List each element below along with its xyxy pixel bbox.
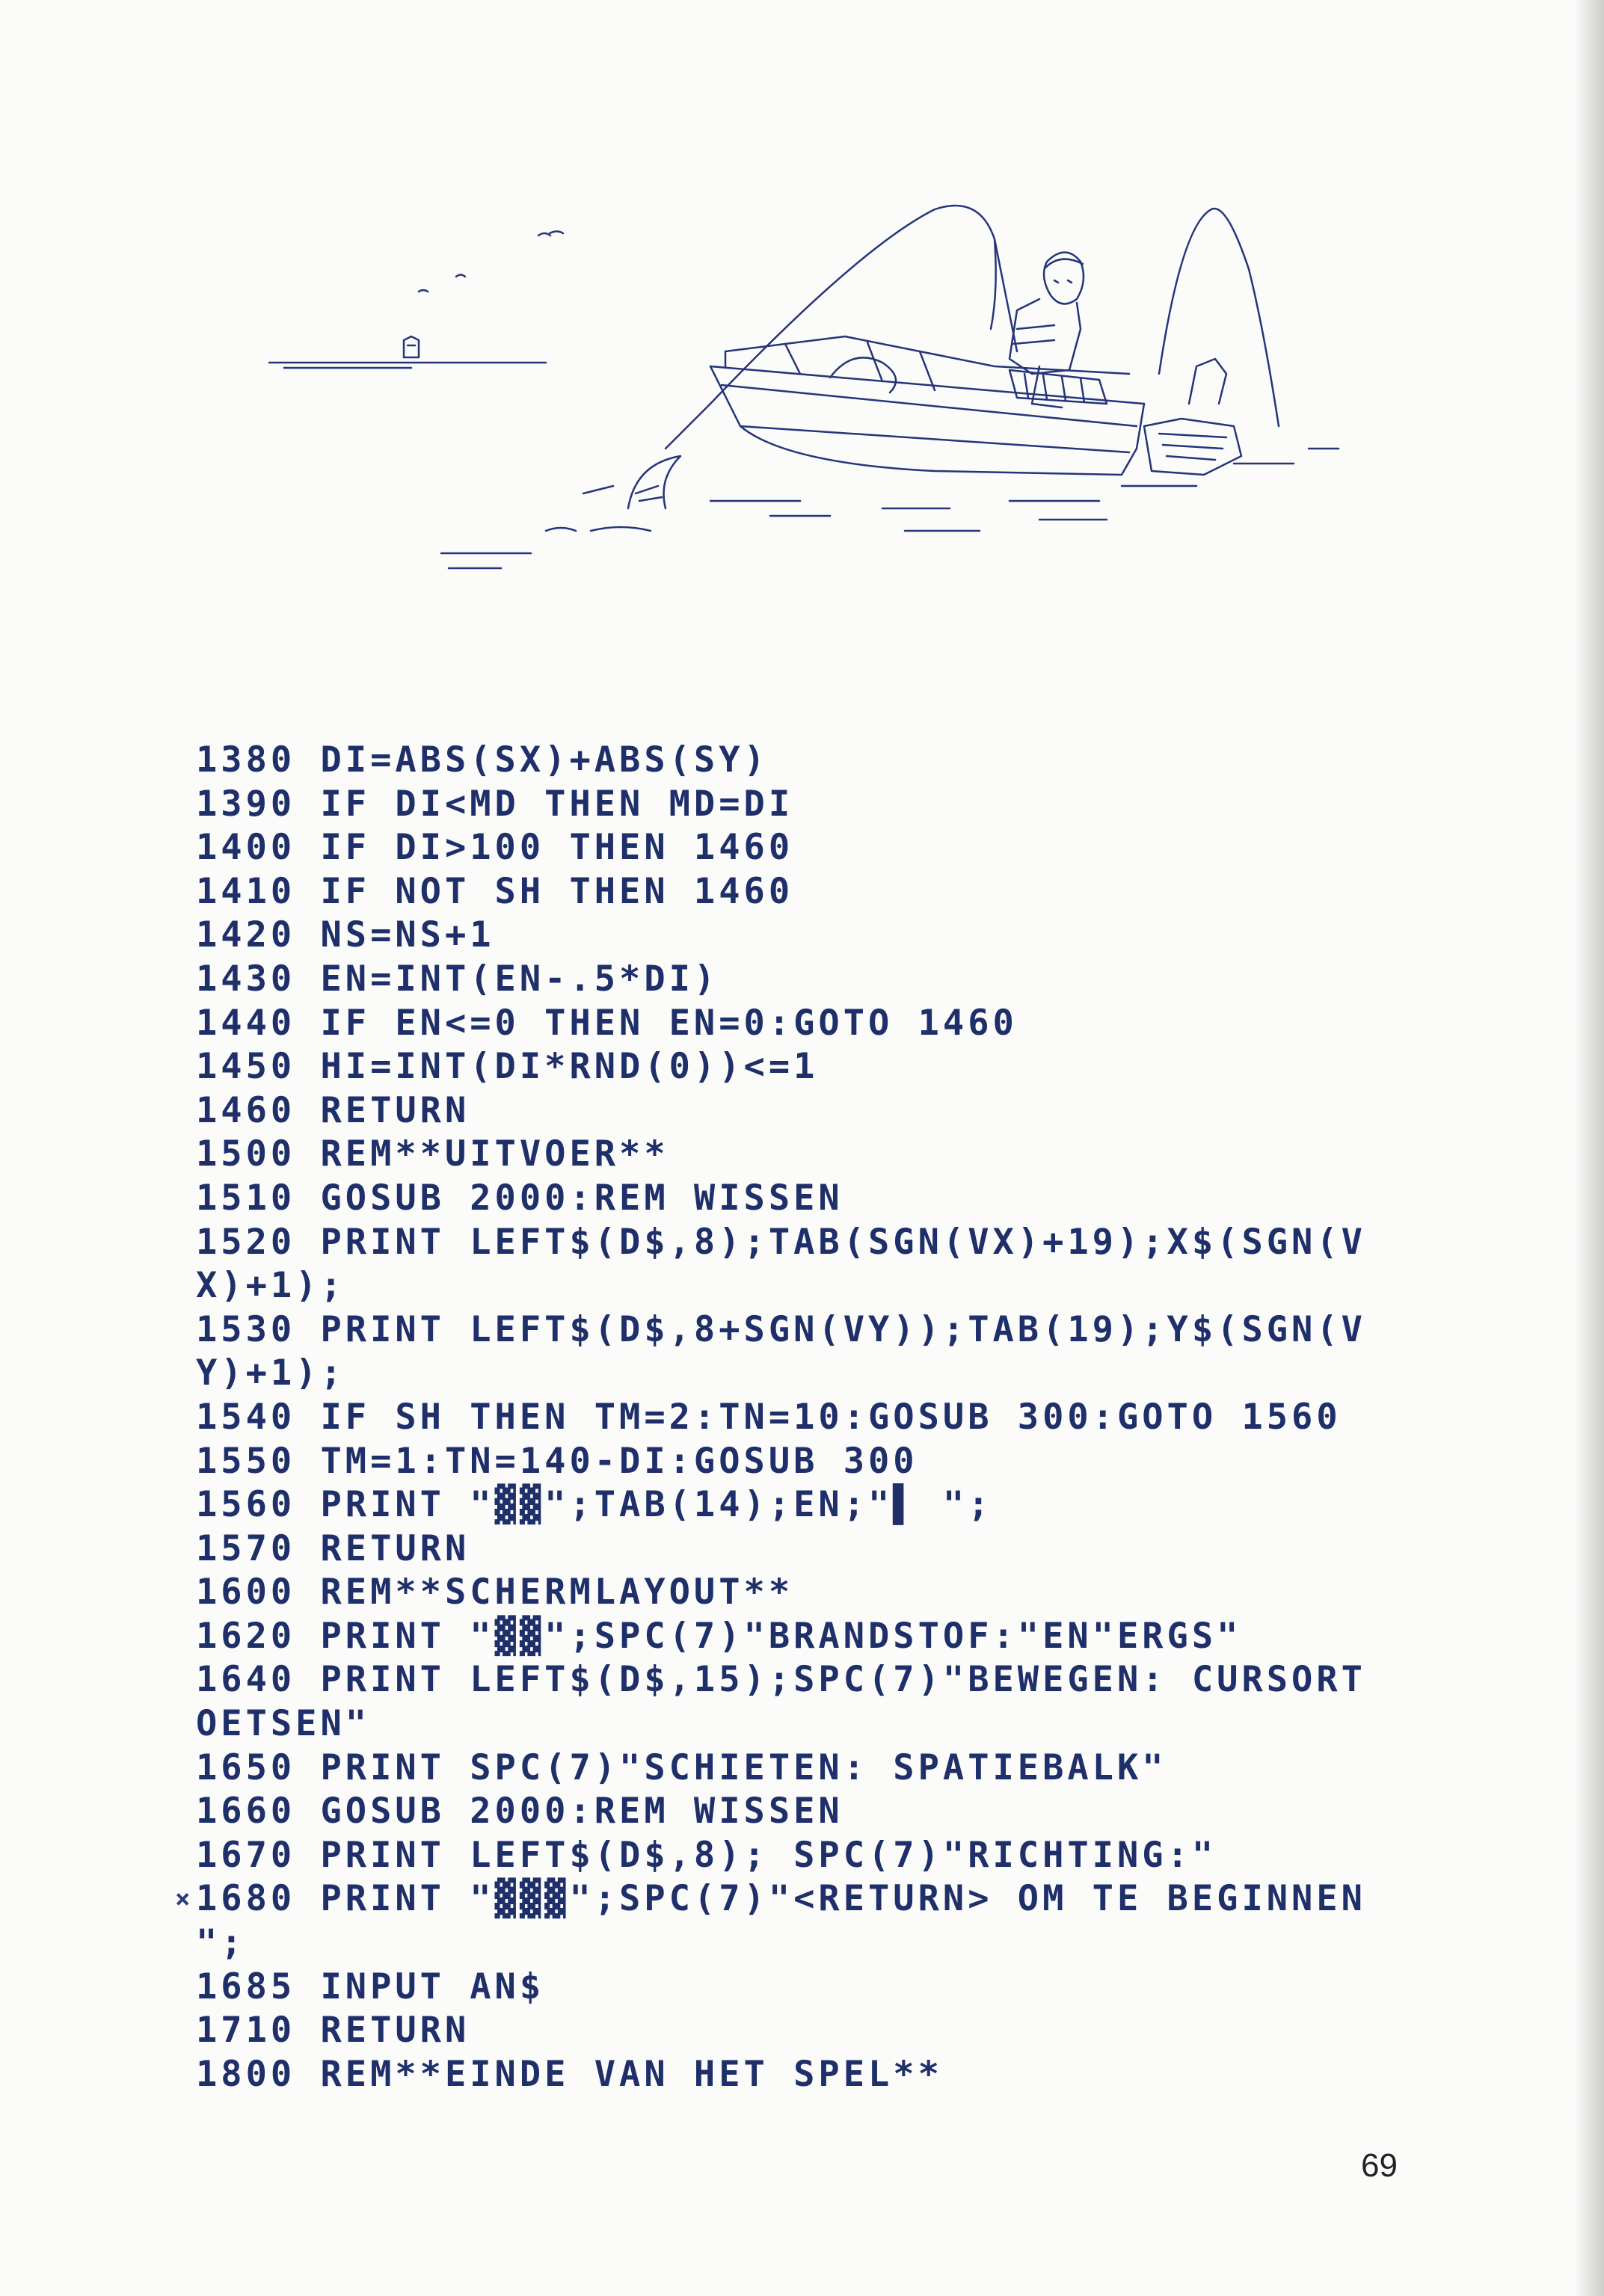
line-number: 1400 — [196, 827, 296, 869]
line-number: 1520 — [196, 1221, 296, 1263]
code-line — [196, 958, 1422, 1002]
horizon-icon — [269, 336, 546, 368]
page-number: 69 — [1361, 2147, 1398, 2184]
code-line — [196, 1615, 1422, 1659]
code-line — [196, 1527, 1422, 1572]
code-line — [196, 1790, 1422, 1834]
code-line — [196, 1702, 1422, 1746]
line-number: 1680 — [196, 1878, 296, 1920]
page-edge-shadow — [1574, 0, 1604, 2296]
code-line — [196, 1483, 1422, 1527]
statement: REM**SCHERMLAYOUT** — [320, 1572, 794, 1613]
statement: OETSEN" — [196, 1703, 371, 1745]
statement: Y)+1); — [196, 1352, 345, 1394]
line-number: 1640 — [196, 1659, 296, 1701]
code-line — [196, 1966, 1422, 2010]
line-number: 1410 — [196, 870, 296, 912]
statement: IF EN<=0 THEN EN=0:GOTO 1460 — [320, 1002, 1018, 1044]
statement: PRINT LEFT$(D$,15);SPC(7)"BEWEGEN: CURSORT — [320, 1659, 1366, 1701]
code-line — [196, 870, 1422, 914]
line-number: 1570 — [196, 1527, 296, 1569]
line-number: 1650 — [196, 1746, 296, 1788]
code-line — [175, 1877, 1422, 1921]
statement: RETURN — [320, 2010, 470, 2052]
line-number: 1390 — [196, 783, 296, 825]
statement: "; — [196, 1922, 246, 1964]
statement: NS=NS+1 — [320, 914, 495, 956]
line-number: 1660 — [196, 1791, 296, 1832]
line-number: 1710 — [196, 2010, 296, 2052]
line-number: 1450 — [196, 1046, 296, 1088]
statement: IF SH THEN TM=2:TN=10:GOSUB 300:GOTO 1560 — [320, 1396, 1342, 1438]
code-line — [196, 2053, 1422, 2097]
code-line — [196, 1133, 1422, 1177]
statement: PRINT "▓▓";TAB(14);EN;"▌ "; — [320, 1484, 993, 1526]
statement: GOSUB 2000:REM WISSEN — [320, 1177, 844, 1219]
line-number: 1380 — [196, 739, 296, 781]
code-line — [196, 914, 1422, 958]
margin-mark: × — [175, 1884, 194, 1915]
code-line — [196, 1440, 1422, 1484]
statement: DI=ABS(SX)+ABS(SY) — [320, 739, 769, 781]
statement: PRINT "▓▓";SPC(7)"BRANDSTOF:"EN"ERGS" — [320, 1615, 1242, 1657]
statement: IF DI>100 THEN 1460 — [320, 827, 794, 869]
line-number: 1685 — [196, 1966, 296, 2007]
line-number: 1430 — [196, 958, 296, 1000]
statement: TM=1:TN=140-DI:GOSUB 300 — [320, 1440, 918, 1482]
statement: IF DI<MD THEN MD=DI — [320, 783, 794, 825]
code-line — [196, 1089, 1422, 1133]
code-line — [196, 1921, 1422, 1966]
line-number: 1800 — [196, 2053, 296, 2095]
statement: PRINT LEFT$(D$,8);TAB(SGN(VX)+19);X$(SGN(V — [320, 1221, 1366, 1263]
statement: PRINT LEFT$(D$,8); SPC(7)"RICHTING:" — [320, 1834, 1217, 1876]
statement: RETURN — [320, 1527, 470, 1569]
code-line — [196, 1396, 1422, 1440]
statement: REM**UITVOER** — [320, 1133, 669, 1175]
line-number: 1420 — [196, 914, 296, 956]
birds-icon — [419, 232, 563, 292]
code-line — [196, 1177, 1422, 1221]
statement: HI=INT(DI*RND(0))<=1 — [320, 1046, 819, 1088]
line-number: 1550 — [196, 1440, 296, 1482]
fishing-rod-icon — [666, 206, 1279, 449]
code-line — [196, 1308, 1422, 1352]
line-number: 1510 — [196, 1177, 296, 1219]
water-icon — [441, 449, 1339, 598]
code-line — [196, 1045, 1422, 1089]
line-number: 1670 — [196, 1834, 296, 1876]
statement: RETURN — [320, 1089, 470, 1131]
code-line — [196, 1834, 1422, 1878]
statement: IF NOT SH THEN 1460 — [320, 870, 794, 912]
line-number: 1530 — [196, 1308, 296, 1350]
code-line — [196, 826, 1422, 870]
statement: GOSUB 2000:REM WISSEN — [320, 1791, 844, 1832]
boat-icon — [710, 336, 1144, 475]
line-number: 1440 — [196, 1002, 296, 1044]
code-line — [196, 1352, 1422, 1396]
code-line — [196, 1264, 1422, 1308]
line-number: 1620 — [196, 1615, 296, 1657]
statement: REM**EINDE VAN HET SPEL** — [320, 2053, 943, 2095]
statement: EN=INT(EN-.5*DI) — [320, 958, 719, 1000]
line-number: 1600 — [196, 1572, 296, 1613]
outboard-motor-icon — [1144, 359, 1241, 475]
code-line — [196, 1658, 1422, 1702]
code-line — [196, 1221, 1422, 1265]
code-line — [196, 1571, 1422, 1615]
code-line — [196, 739, 1422, 783]
code-line — [196, 783, 1422, 827]
fisherman-icon — [1010, 253, 1084, 408]
code-line — [196, 1002, 1422, 1046]
line-number: 1540 — [196, 1396, 296, 1438]
statement: PRINT "▓▓▓";SPC(7)"<RETURN> OM TE BEGINNEN — [320, 1878, 1366, 1920]
basic-listing — [175, 739, 1422, 2096]
statement: X)+1); — [196, 1265, 345, 1307]
shark-fin-icon — [628, 456, 680, 508]
statement: INPUT AN$ — [320, 1966, 545, 2007]
line-number: 1500 — [196, 1133, 296, 1175]
fishing-boat-illustration — [262, 179, 1383, 598]
statement: PRINT LEFT$(D$,8+SGN(VY));TAB(19);Y$(SGN(V — [320, 1308, 1366, 1350]
line-number: 1560 — [196, 1484, 296, 1526]
line-number: 1460 — [196, 1089, 296, 1131]
code-line — [196, 2009, 1422, 2053]
statement: PRINT SPC(7)"SCHIETEN: SPATIEBALK" — [320, 1746, 1167, 1788]
code-line — [196, 1746, 1422, 1791]
